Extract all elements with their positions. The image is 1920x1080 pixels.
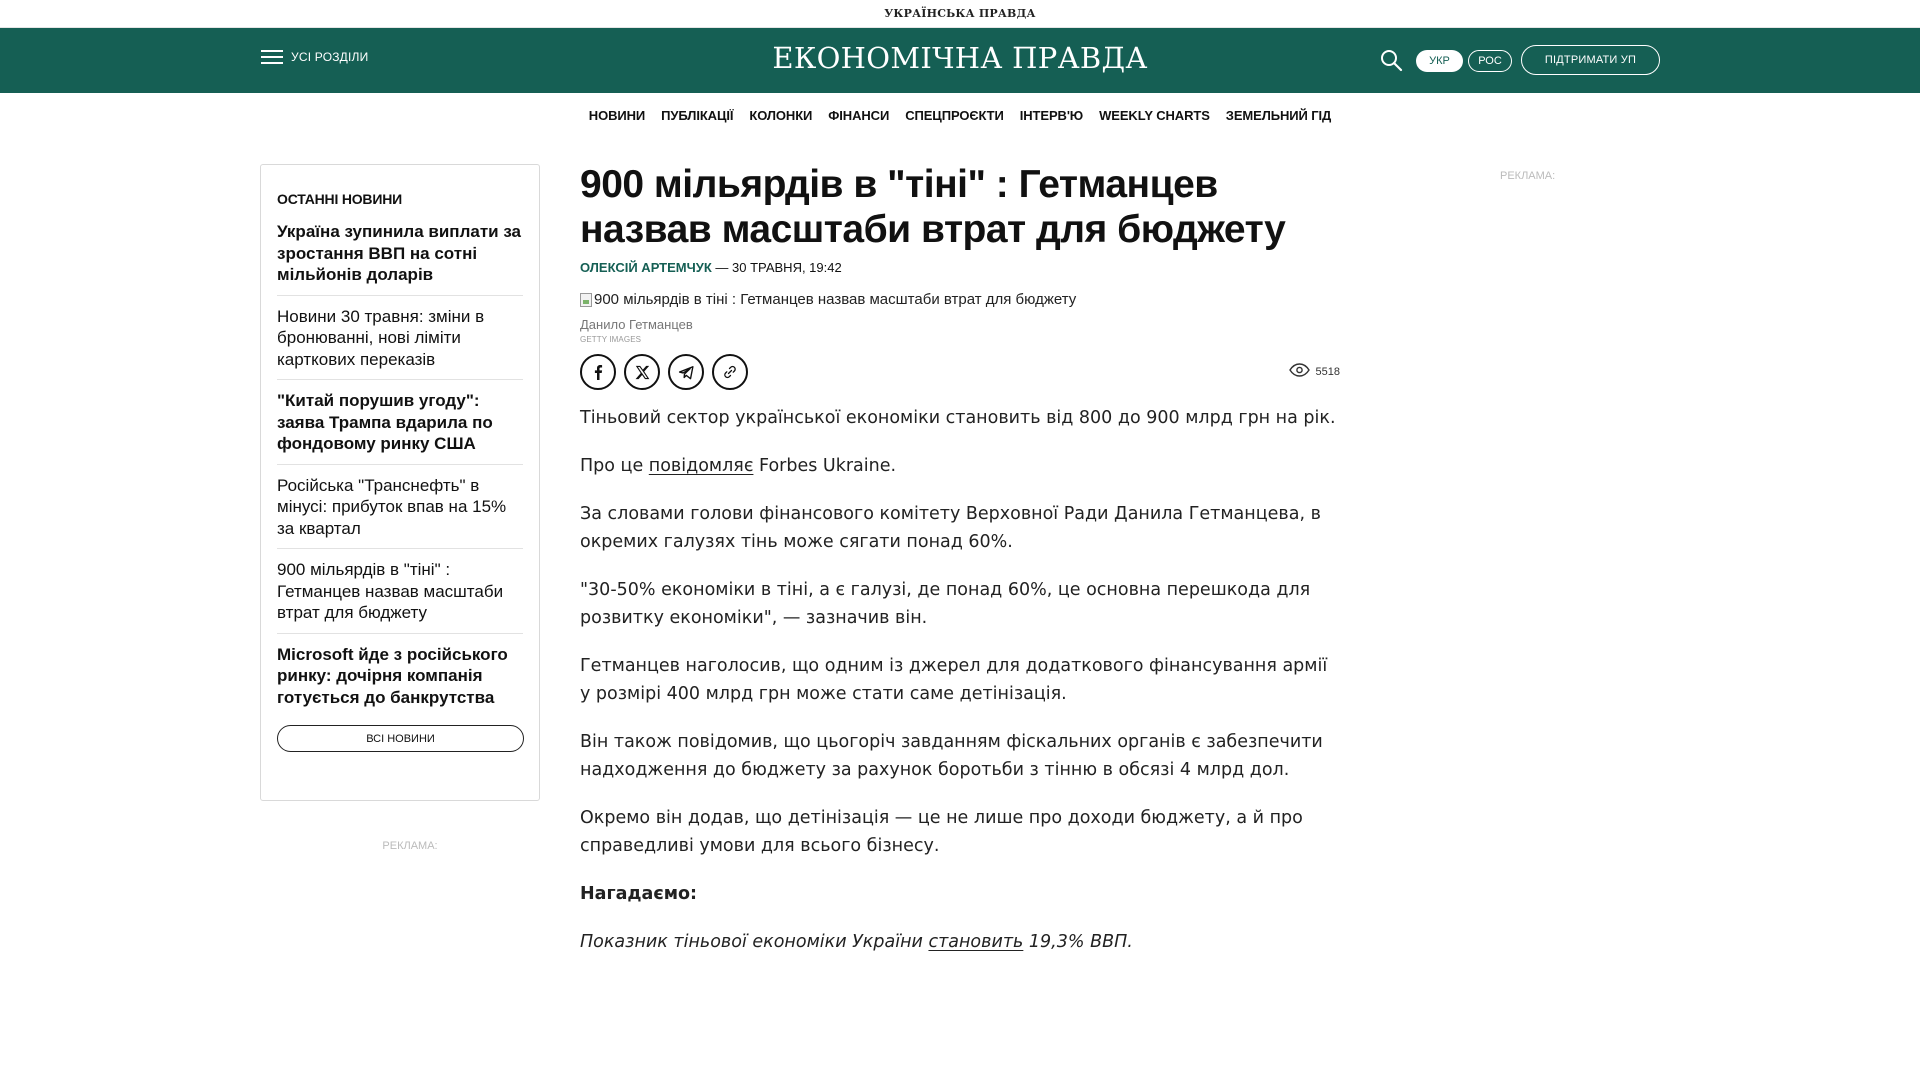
facebook-share-icon[interactable] xyxy=(580,354,616,390)
nav-item-interview[interactable]: ІНТЕРВ'Ю xyxy=(1019,107,1084,123)
byline-separator: — xyxy=(711,260,733,275)
all-sections-button[interactable] xyxy=(261,50,368,64)
views-counter xyxy=(1289,363,1340,380)
top-strip xyxy=(0,0,1920,28)
nav-item-news[interactable]: НОВИНИ xyxy=(588,107,646,123)
article-image xyxy=(580,291,1340,308)
article-image-alt: 900 мільярдів в тіні : Гетманцев назвав масштаби втрат для бюджету xyxy=(594,291,1077,308)
telegram-share-icon[interactable] xyxy=(668,354,704,390)
paragraph xyxy=(580,928,1340,956)
paragraph-text: Forbes Ukraine. xyxy=(753,456,897,476)
nav-item-land-guide[interactable]: ЗЕМЕЛЬНИЙ ГІД xyxy=(1225,107,1332,123)
lang-ukr-button[interactable]: УКР xyxy=(1416,50,1463,72)
broken-image-icon xyxy=(580,293,592,307)
hamburger-icon xyxy=(261,50,283,64)
latest-news-sidebar xyxy=(260,164,540,801)
ad-label-left: РЕКЛАМА: xyxy=(382,840,438,852)
lang-ros-button[interactable]: РОС xyxy=(1468,50,1512,72)
paragraph: Гетманцев наголосив, що одним із джерел для додаткового фінансування армії у розмірі 400 млрд грн може стати саме детінізація. xyxy=(580,656,1328,704)
publish-date: 30 ТРАВНЯ, 19:42 xyxy=(732,260,842,275)
paragraph-text: 19,3% ВВП. xyxy=(1023,932,1133,952)
news-item[interactable]: Новини 30 травня: зміни в бронюванні, нові ліміти карткових переказів xyxy=(277,296,523,381)
article-title: 900 мільярдів в "тіні" : Гетманцев назвав масштаби втрат для бюджету xyxy=(580,163,1286,251)
article xyxy=(580,162,1340,976)
site-header xyxy=(0,28,1920,93)
paragraph-text: Показник тіньової економіки України xyxy=(580,932,929,952)
support-button[interactable]: ПІДТРИМАТИ УП xyxy=(1521,45,1660,75)
views-count: 5518 xyxy=(1315,365,1340,378)
all-news-button[interactable]: ВСІ НОВИНИ xyxy=(277,725,524,752)
paragraph: За словами голови фінансового комітету Верховної Ради Данила Гетманцева, в окремих галузях тінь може сягати понад 60%. xyxy=(580,504,1321,552)
news-item[interactable]: Російська "Транснефть" в мінусі: прибуток впав на 15% за квартал xyxy=(277,465,523,550)
nav-item-finance[interactable]: ФІНАНСИ xyxy=(828,107,890,123)
paragraph: "30-50% економіки в тіні, а є галузі, де понад 60%, це основна перешкода для розвитку економіки", — зазначив він. xyxy=(580,580,1311,628)
nav-item-special-projects[interactable]: СПЕЦПРОЄКТИ xyxy=(905,107,1004,123)
main-nav xyxy=(0,93,1920,137)
ad-label-right: РЕКЛАМА: xyxy=(1500,170,1556,182)
copy-link-icon[interactable] xyxy=(712,354,748,390)
eye-icon xyxy=(1289,363,1310,380)
news-item[interactable]: Microsoft йде з російського ринку: дочірня компанія готується до банкрутства xyxy=(277,644,508,707)
news-item[interactable]: 900 мільярдів в "тіні" : Гетманцев назвав масштаби втрат для бюджету xyxy=(277,549,523,634)
all-sections-label: УСІ РОЗДІЛИ xyxy=(291,50,369,64)
paragraph xyxy=(580,452,1340,480)
source-link[interactable]: повідомляє xyxy=(648,456,754,476)
site-logo[interactable]: ЕКОНОМІЧНА ПРАВДА xyxy=(772,41,1148,75)
author-link[interactable]: ОЛЕКСІЙ АРТЕМЧУК xyxy=(580,260,712,275)
image-caption: Данило Гетманцев xyxy=(580,317,693,332)
paragraph-text: Про це xyxy=(580,456,649,476)
related-link[interactable]: становить xyxy=(928,932,1024,952)
x-share-icon[interactable] xyxy=(624,354,660,390)
nav-item-weekly-charts[interactable]: WEEKLY CHARTS xyxy=(1099,107,1210,123)
news-item[interactable]: "Китай порушив угоду": заява Трампа вдарила по фондовому ринку США xyxy=(277,380,523,465)
reminder-heading: Нагадаємо: xyxy=(580,884,698,904)
image-credit: GETTY IMAGES xyxy=(580,335,642,344)
article-body xyxy=(580,404,1340,956)
sidebar-title: ОСТАННІ НОВИНИ xyxy=(277,191,402,207)
search-icon[interactable] xyxy=(1379,48,1403,72)
byline xyxy=(580,260,1340,275)
share-row xyxy=(580,354,1340,390)
parent-brand-link[interactable]: УКРАЇНСЬКА ПРАВДА xyxy=(884,7,1036,20)
news-item[interactable]: Україна зупинила виплати за зростання ВВП на сотні мільйонів доларів xyxy=(277,217,523,296)
paragraph: Окремо він додав, що детінізація — це не лише про доходи бюджету, а й про справедливі умови для всього бізнесу. xyxy=(580,808,1303,856)
nav-item-publications[interactable]: ПУБЛІКАЦІЇ xyxy=(661,107,734,123)
paragraph: Він також повідомив, що цьогоріч завданням фіскальних органів є забезпечити надходження до бюджету за рахунок боротьби з тінню в обсязі 4 млрд дол. xyxy=(580,732,1323,780)
nav-item-columns[interactable]: КОЛОНКИ xyxy=(749,107,813,123)
paragraph: Тіньовий сектор української економіки становить від 800 до 900 млрд грн на рік. xyxy=(580,408,1336,428)
